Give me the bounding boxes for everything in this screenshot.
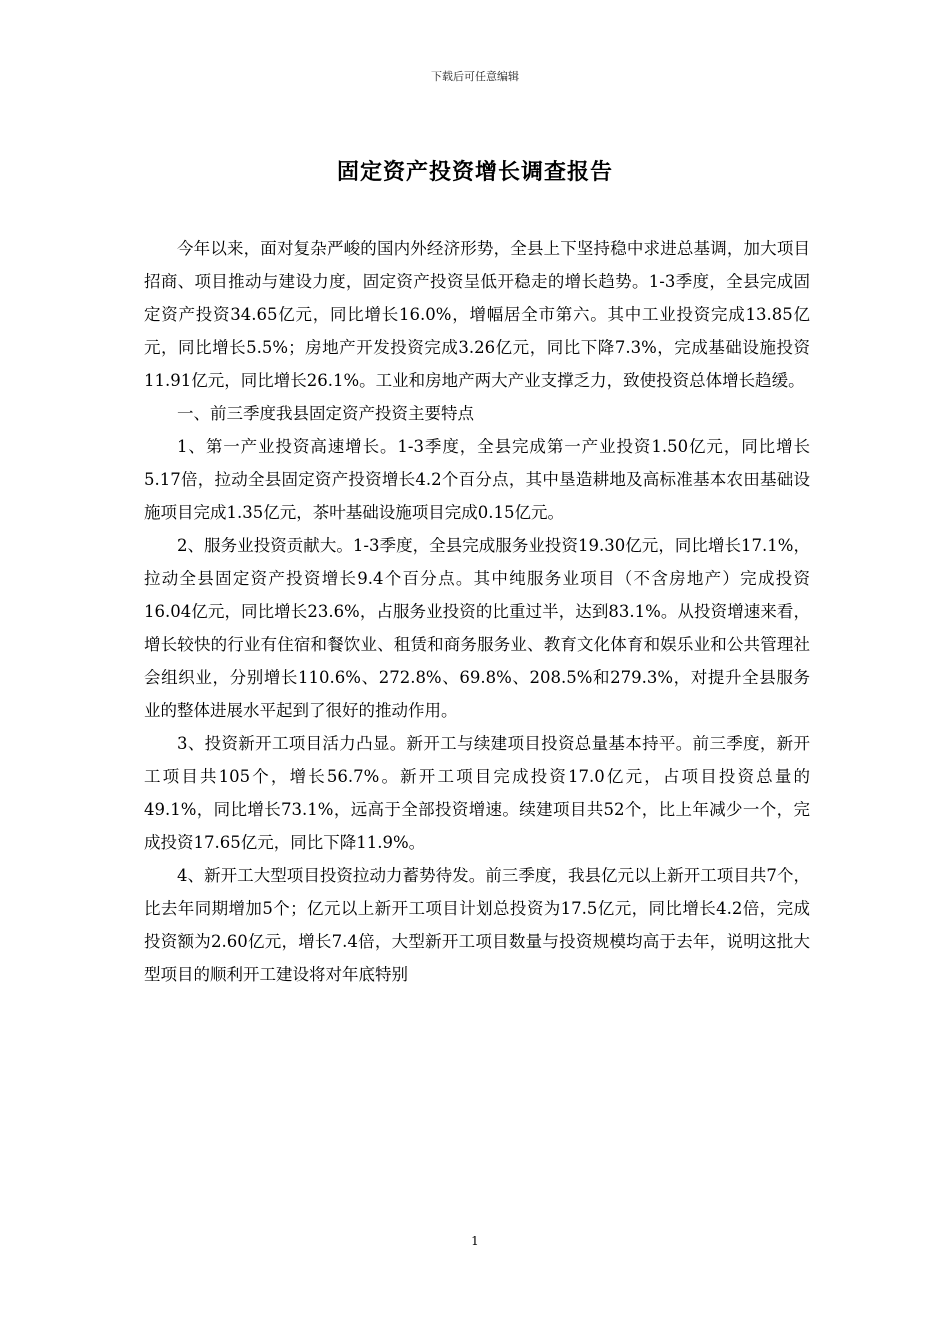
paragraph-intro: 今年以来，面对复杂严峻的国内外经济形势，全县上下坚持稳中求进总基调，加大项目招商、项目推动与建设力度，固定资产投资呈低开稳走的增长趋势。1-3季度，全县完成固定资产投资34.65亿元，同比增长16.0%，增幅居全市第六。其中工业投资完成13.85亿元，同比增长5.5%；房地产开发投资完成3.26亿元，同比下降7.3%，完成基础设施投资11.91亿元，同比增长26.1%。工业和房地产两大产业支撑乏力，致使投资总体增长趋缓。 [144,239,810,390]
paragraph-item-1: 1、第一产业投资高速增长。1-3季度，全县完成第一产业投资1.50亿元，同比增长5.17倍，拉动全县固定资产投资增长4.2个百分点，其中垦造耕地及高标准基本农田基础设施项目完成1.35亿元，茶叶基础设施项目完成0.15亿元。 [144,437,810,522]
document-title: 固定资产投资增长调查报告 [336,159,613,185]
page-header-note: 下载后可任意编辑 [431,70,519,83]
paragraph-item-2: 2、服务业投资贡献大。1-3季度，全县完成服务业投资19.30亿元，同比增长17.1%，拉动全县固定资产投资增长9.4个百分点。其中纯服务业项目（不含房地产）完成投资16.04亿元，同比增长23.6%，占服务业投资的比重过半，达到83.1%。从投资增速来看，增长较快的行业有住宿和餐饮业、租赁和商务服务业、教育文化体育和娱乐业和公共管理社会组织业，分别增长110.6%、272.8%、69.8%、208.5%和279.3%，对提升全县服务业的整体进展水平起到了很好的推动作用。 [144,536,810,720]
page-number: 1 [471,1234,479,1248]
section-heading: 一、前三季度我县固定资产投资主要特点 [177,404,474,423]
paragraph-item-4: 4、新开工大型项目投资拉动力蓄势待发。前三季度，我县亿元以上新开工项目共7个，比去年同期增加5个；亿元以上新开工项目计划总投资为17.5亿元，同比增长4.2倍，完成投资额为2.60亿元，增长7.4倍，大型新开工项目数量与投资规模均高于去年，说明这批大型项目的顺利开工建设将对年底特别 [144,866,810,984]
document-body [144,232,810,991]
paragraph-item-3: 3、投资新开工项目活力凸显。新开工与续建项目投资总量基本持平。前三季度，新开工项目共105个，增长56.7%。新开工项目完成投资17.0亿元，占项目投资总量的49.1%，同比增长73.1%，远高于全部投资增速。续建项目共52个，比上年减少一个，完成投资17.65亿元，同比下降11.9%。 [144,734,810,852]
